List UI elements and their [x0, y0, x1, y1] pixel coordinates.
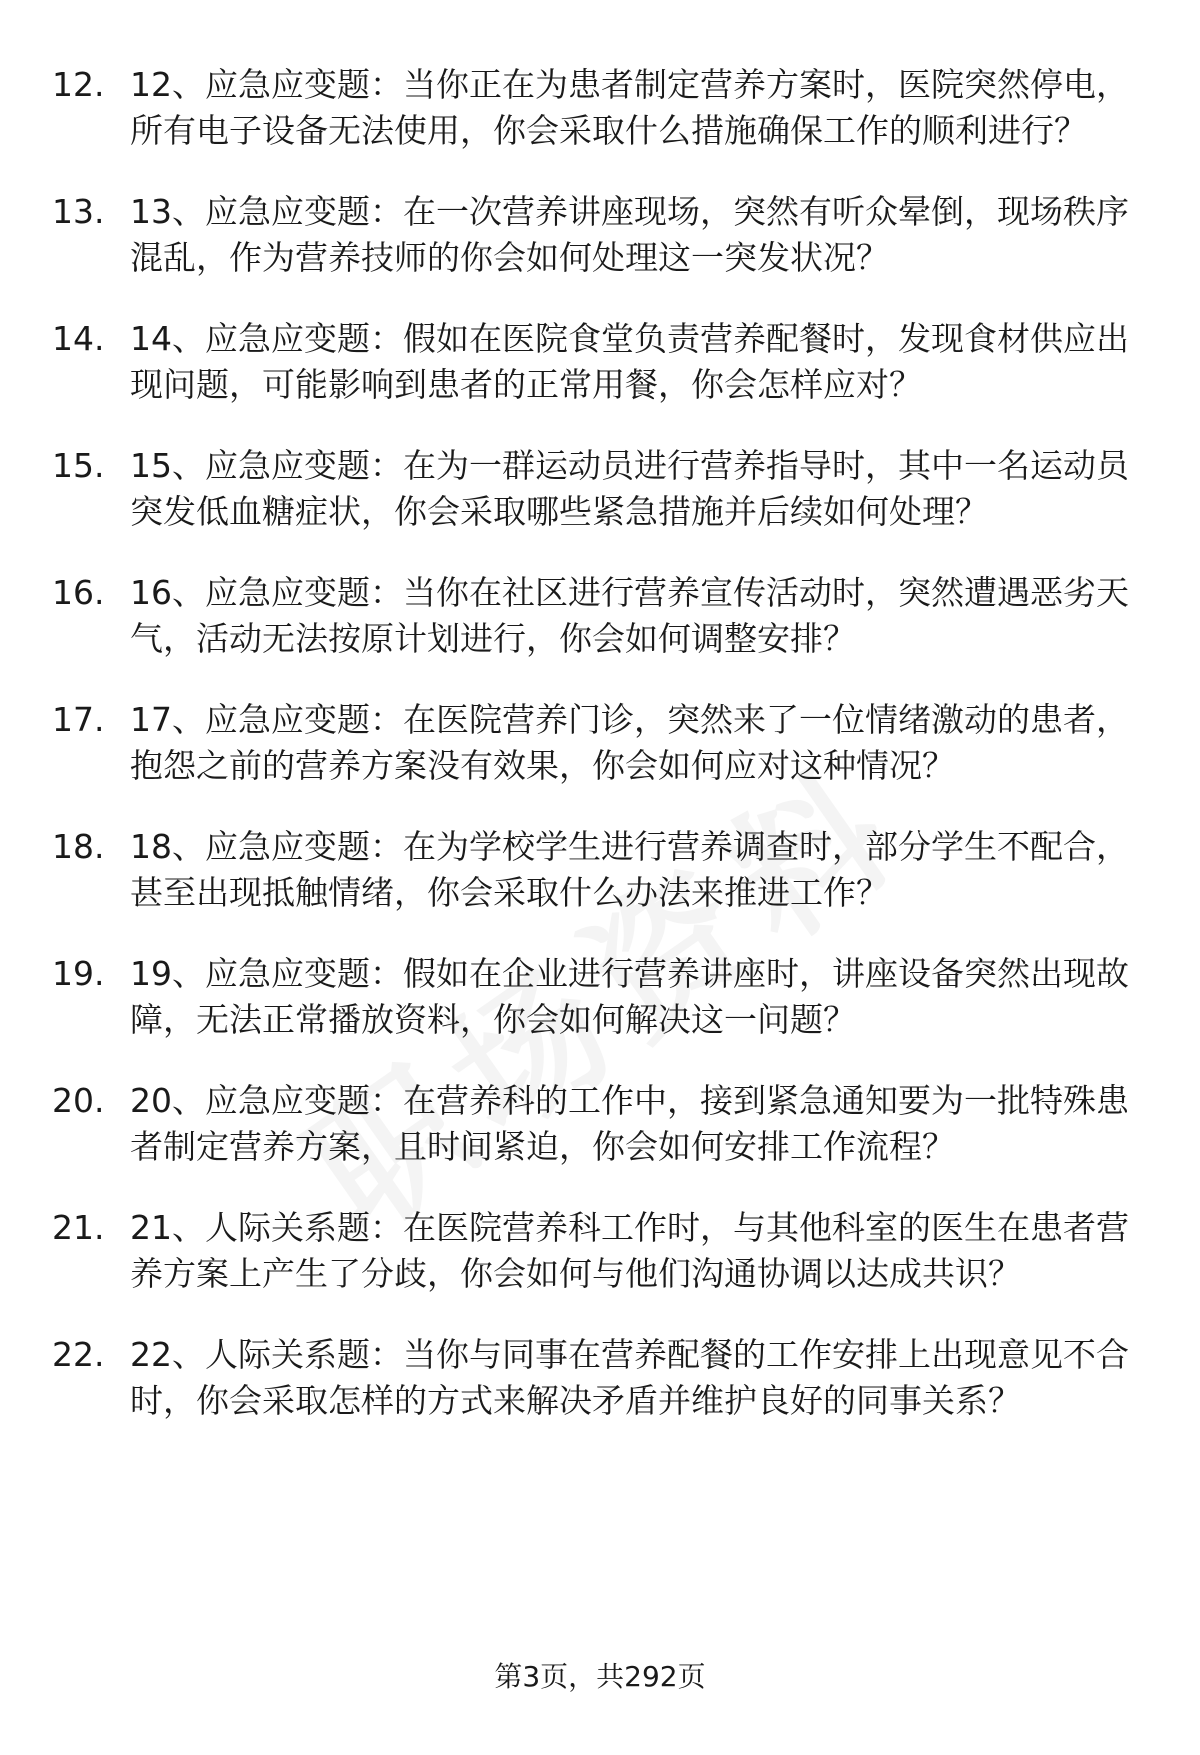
page-number-footer: 第3页，共292页 — [494, 1660, 706, 1693]
list-item — [52, 62, 1152, 154]
list-item-number: 12. — [52, 65, 105, 104]
list-item-text: 15、应急应变题：在为一群运动员进行营养指导时，其中一名运动员突发低血糖症状，你会采取哪些紧急措施并后续如何处理？ — [130, 446, 1129, 531]
list-item-text: 18、应急应变题：在为学校学生进行营养调查时，部分学生不配合，甚至出现抵触情绪，你会采取什么办法来推进工作？ — [130, 827, 1129, 912]
list-item — [52, 951, 1152, 1043]
list-item-text: 17、应急应变题：在医院营养门诊，突然来了一位情绪激动的患者，抱怨之前的营养方案没有效果，你会如何应对这种情况？ — [130, 700, 1129, 785]
list-item-number: 13. — [52, 192, 105, 231]
list-item-number: 16. — [52, 573, 105, 612]
list-item — [52, 697, 1152, 789]
list-item-number: 14. — [52, 319, 105, 358]
list-item — [52, 570, 1152, 662]
list-item — [52, 316, 1152, 408]
list-item-text: 13、应急应变题：在一次营养讲座现场，突然有听众晕倒，现场秩序混乱，作为营养技师的你会如何处理这一突发状况？ — [130, 192, 1129, 277]
list-item — [52, 443, 1152, 535]
list-item — [52, 189, 1152, 281]
list-item-text: 12、应急应变题：当你正在为患者制定营养方案时，医院突然停电，所有电子设备无法使用，你会采取什么措施确保工作的顺利进行？ — [130, 65, 1129, 150]
list-item-number: 19. — [52, 954, 105, 993]
list-item-number: 17. — [52, 700, 105, 739]
list-item-text: 16、应急应变题：当你在社区进行营养宣传活动时，突然遭遇恶劣天气，活动无法按原计划进行，你会如何调整安排？ — [130, 573, 1129, 658]
question-list — [52, 62, 1152, 1459]
list-item-number: 18. — [52, 827, 105, 866]
list-item-number: 20. — [52, 1081, 105, 1120]
list-item — [52, 1205, 1152, 1297]
list-item-text: 19、应急应变题：假如在企业进行营养讲座时，讲座设备突然出现故障，无法正常播放资料，你会如何解决这一问题？ — [130, 954, 1129, 1039]
list-item — [52, 1078, 1152, 1170]
list-item-text: 21、人际关系题：在医院营养科工作时，与其他科室的医生在患者营养方案上产生了分歧，你会如何与他们沟通协调以达成共识？ — [130, 1208, 1129, 1293]
list-item-text: 22、人际关系题：当你与同事在营养配餐的工作安排上出现意见不合时，你会采取怎样的方式来解决矛盾并维护良好的同事关系？ — [130, 1335, 1129, 1420]
list-item-number: 22. — [52, 1335, 105, 1374]
list-item-number: 21. — [52, 1208, 105, 1247]
list-item-number: 15. — [52, 446, 105, 485]
list-item — [52, 1332, 1152, 1424]
list-item-text: 14、应急应变题：假如在医院食堂负责营养配餐时，发现食材供应出现问题，可能影响到患者的正常用餐，你会怎样应对？ — [130, 319, 1129, 404]
list-item — [52, 824, 1152, 916]
list-item-text: 20、应急应变题：在营养科的工作中，接到紧急通知要为一批特殊患者制定营养方案，且时间紧迫，你会如何安排工作流程？ — [130, 1081, 1129, 1166]
